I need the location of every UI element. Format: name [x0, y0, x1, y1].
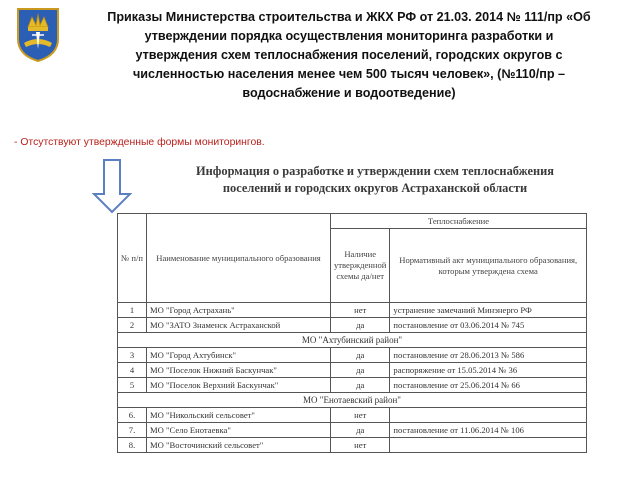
scan-table — [117, 213, 587, 453]
cell-act: устранение замечаний Минэнерго РФ — [390, 303, 587, 318]
title-line: утверждении порядка осуществления мониторинга разработки и — [144, 29, 554, 43]
cell-yn: да — [331, 363, 390, 378]
cell-yn: да — [331, 423, 390, 438]
cell-yn: да — [331, 348, 390, 363]
title-line: численностью населения менее чем 500 тысяч человек», (№110/пр – — [132, 67, 566, 81]
cell-num: 1 — [118, 303, 147, 318]
cell-group: МО "Ахтубинский район" — [118, 333, 587, 348]
cell-group: МО "Енотаевский район" — [118, 393, 587, 408]
cell-name: МО "Село Енотаевка" — [147, 423, 331, 438]
cell-act — [390, 408, 587, 423]
cell-act: постановление от 11.06.2014 № 106 — [390, 423, 587, 438]
cell-num: 6. — [118, 408, 147, 423]
cell-num: 7. — [118, 423, 147, 438]
table-row — [118, 423, 587, 438]
scan-title-line: Информация о разработке и утверждении схем теплоснабжения — [196, 164, 554, 178]
col-header-act: Нормативный акт муниципального образования, которым утверждена схема — [390, 229, 587, 303]
cell-num: 5 — [118, 378, 147, 393]
table-row — [118, 438, 587, 453]
scan-title-line: поселений и городских округов Астраханской области — [222, 181, 528, 195]
cell-num: 8. — [118, 438, 147, 453]
cell-act — [390, 438, 587, 453]
table-row — [118, 318, 587, 333]
slide-title — [72, 8, 626, 103]
title-line: водоснабжение и водоотведение) — [242, 86, 456, 100]
table-row — [118, 348, 587, 363]
table-row — [118, 378, 587, 393]
cell-name: МО "Поселок Верхний Баскунчак" — [147, 378, 331, 393]
cell-yn: да — [331, 318, 390, 333]
table-row — [118, 303, 587, 318]
title-line: Приказы Министерства строительства и ЖКХ РФ от 21.03. 2014 № 111/пр «Об — [107, 10, 591, 24]
cell-yn: да — [331, 378, 390, 393]
cell-act: распоряжение от 15.05.2014 № 36 — [390, 363, 587, 378]
cell-act: постановление от 28.06.2013 № 586 — [390, 348, 587, 363]
cell-act: постановление от 03.06.2014 № 745 — [390, 318, 587, 333]
table-row — [118, 408, 587, 423]
cell-num: 2 — [118, 318, 147, 333]
col-header-group: Теплоснабжение — [331, 214, 587, 229]
note-text: - Отсутствуют утвержденные формы мониторингов. — [14, 137, 265, 148]
cell-act: постановление от 25.06.2014 № 66 — [390, 378, 587, 393]
table-group-row — [118, 333, 587, 348]
cell-name: МО "Город Астрахань" — [147, 303, 331, 318]
col-header-num: № п/п — [118, 214, 147, 303]
arrow-down-icon — [92, 158, 132, 214]
col-header-name: Наименование муниципального образования — [147, 214, 331, 303]
cell-name: МО "Город Ахтубинск" — [147, 348, 331, 363]
cell-yn: нет — [331, 303, 390, 318]
scan-title — [140, 163, 610, 197]
col-header-yn: Наличие утвержденной схемы да/нет — [331, 229, 390, 303]
cell-yn: нет — [331, 408, 390, 423]
cell-name: МО "Никольский сельсовет" — [147, 408, 331, 423]
cell-num: 4 — [118, 363, 147, 378]
cell-yn: нет — [331, 438, 390, 453]
table-row — [118, 363, 587, 378]
region-emblem-icon — [14, 5, 62, 63]
title-line: утверждения схем теплоснабжения поселений, городских округов с — [135, 48, 563, 62]
cell-name: МО "Поселок Нижний Баскунчак" — [147, 363, 331, 378]
table-group-row — [118, 393, 587, 408]
cell-name: МО "ЗАТО Знаменск Астраханской — [147, 318, 331, 333]
cell-name: МО "Восточинский сельсовет" — [147, 438, 331, 453]
cell-num: 3 — [118, 348, 147, 363]
